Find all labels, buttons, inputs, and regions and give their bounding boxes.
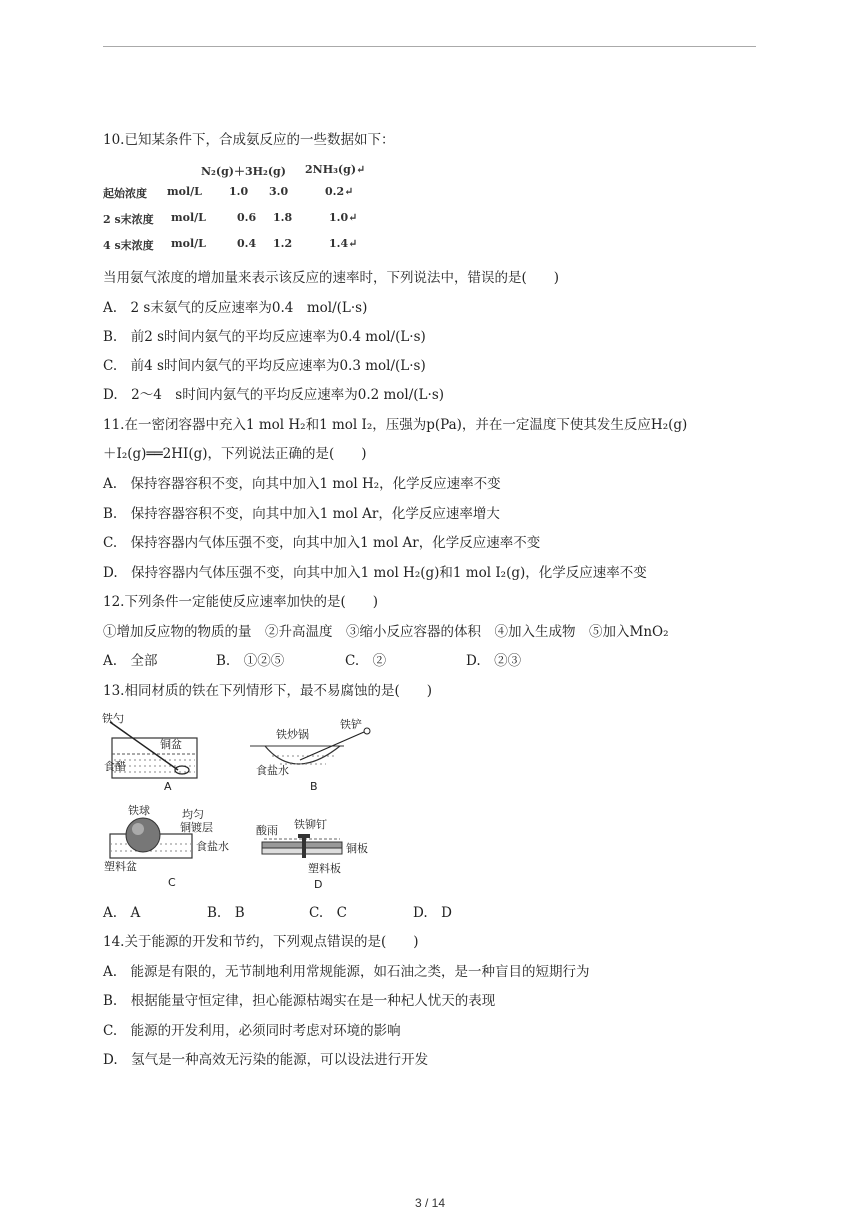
fig-b-label-wok: 铁炒锅 [276, 728, 309, 741]
q11-option-a: A. 保持容器容积不变，向其中加入1 mol H₂，化学反应速率不变 [103, 476, 501, 492]
table-row-label: 起始浓度 [103, 187, 147, 200]
table-row-unit: mol/L [167, 185, 202, 198]
table-row-label: 4 s末浓度 [103, 239, 154, 252]
table-header-product: 2NH₃(g)↵ [305, 163, 366, 176]
table-header-reactants: N₂(g)＋3H₂(g) [201, 165, 286, 178]
fig-d-label-rivet: 铁铆钉 [294, 818, 327, 831]
fig-d-label-plastic-plate: 塑料板 [308, 862, 341, 875]
q14-option-a: A. 能源是有限的，无节制地利用常规能源，如石油之类，是一种盲目的短期行为 [103, 964, 590, 980]
q13-option-d: D. D [413, 905, 452, 921]
figure-d [256, 817, 368, 890]
table-cell: 0.6 [237, 211, 257, 224]
fig-b-label-spatula: 铁铲 [340, 718, 362, 731]
q11-option-b: B. 保持容器容积不变，向其中加入1 mol Ar，化学反应速率增大 [103, 506, 500, 522]
q12-stem: 12.下列条件一定能使反应速率加快的是( ) [103, 594, 379, 610]
fig-c-label-plastic-basin: 塑料盆 [104, 860, 137, 873]
table-cell: 1.0 [229, 185, 249, 198]
table-cell: 1.0↵ [329, 211, 358, 224]
q11-option-c: C. 保持容器内气体压强不变，向其中加入1 mol Ar，化学反应速率不变 [103, 535, 541, 551]
figure-a [102, 711, 197, 793]
figure-b [250, 717, 370, 793]
table-cell: 1.2 [273, 237, 293, 250]
q13-option-c: C. C [309, 905, 347, 921]
q10-option-d: D. 2～4 s时间内氨气的平均反应速率为0.2 mol/(L·s) [103, 387, 445, 403]
table-cell: 0.4 [237, 237, 257, 250]
fig-d-label-acid-rain: 酸雨 [256, 824, 278, 837]
q12-option-a: A. 全部 [103, 653, 158, 669]
fig-a-label-spoon: 铁勺 [102, 712, 124, 725]
q13-figures [100, 708, 390, 890]
figure-c [104, 803, 229, 889]
q13-option-a: A. A [103, 905, 141, 921]
q10-question: 当用氨气浓度的增加量来表示该反应的速率时，下列说法中，错误的是( ) [103, 270, 560, 286]
table-row-unit: mol/L [171, 237, 206, 250]
fig-c-label-saltwater: 食盐水 [196, 840, 229, 853]
q10-stem: 10.已知某条件下，合成氨反应的一些数据如下： [103, 132, 395, 148]
fig-a-label-vinegar: 食醋 [104, 760, 126, 773]
q12-option-b: B. ①②⑤ [216, 653, 285, 669]
table-row-label: 2 s末浓度 [103, 213, 154, 226]
q10-option-a: A. 2 s末氨气的反应速率为0.4 mol/(L·s) [103, 300, 368, 316]
header-rule [103, 46, 756, 47]
q13-stem: 13.相同材质的铁在下列情形下，最不易腐蚀的是( ) [103, 683, 433, 699]
q13-option-b: B. B [207, 905, 245, 921]
fig-d-label-copper-plate: 铜板 [346, 842, 368, 855]
fig-a-label-basin: 铜盆 [160, 738, 182, 751]
table-cell: 0.2↵ [325, 185, 354, 198]
fig-c-label-coating: 铜镀层 [180, 821, 213, 834]
fig-d-caption: D [314, 878, 323, 890]
fig-a-caption: A [164, 780, 172, 793]
q14-option-d: D. 氢气是一种高效无污染的能源，可以设法进行开发 [103, 1052, 429, 1068]
q10-option-b: B. 前2 s时间内氨气的平均反应速率为0.4 mol/(L·s) [103, 329, 426, 345]
q13-options [103, 903, 452, 923]
page-number: 3 / 14 [414, 1196, 446, 1210]
q11-stem-line2: ＋I₂(g)══2HI(g)，下列说法正确的是( ) [103, 446, 367, 462]
fig-c-caption: C [168, 876, 176, 889]
table-cell: 1.4↵ [329, 237, 358, 250]
q12-options [103, 651, 521, 671]
fig-c-label-uniform: 均匀 [182, 808, 204, 821]
q10-option-c: C. 前4 s时间内氨气的平均反应速率为0.3 mol/(L·s) [103, 358, 426, 374]
q14-option-c: C. 能源的开发利用，必须同时考虑对环境的影响 [103, 1023, 401, 1039]
q14-option-b: B. 根据能量守恒定律，担心能源枯竭实在是一种杞人忧天的表现 [103, 993, 496, 1009]
fig-b-label-saltwater: 食盐水 [256, 764, 289, 777]
fig-c-label-ball: 铁球 [128, 804, 150, 817]
q11-stem-line1: 11.在一密闭容器中充入1 mol H₂和1 mol I₂，压强为p(Pa)，并在一定温度下使其发生反应H₂(g) [103, 417, 688, 433]
q11-option-d: D. 保持容器内气体压强不变，向其中加入1 mol H₂(g)和1 mol I₂(g)，化学反应速率不变 [103, 565, 647, 581]
q12-conditions: ①增加反应物的物质的量 ②升高温度 ③缩小反应容器的体积 ④加入生成物 ⑤加入MnO₂ [103, 624, 669, 640]
q14-stem: 14.关于能源的开发和节约，下列观点错误的是( ) [103, 934, 419, 950]
q12-option-d: D. ②③ [466, 653, 522, 669]
table-cell: 1.8 [273, 211, 293, 224]
fig-b-caption: B [310, 780, 318, 793]
q12-option-c: C. ② [345, 653, 387, 669]
table-cell: 3.0 [269, 185, 289, 198]
table-row-unit: mol/L [171, 211, 206, 224]
